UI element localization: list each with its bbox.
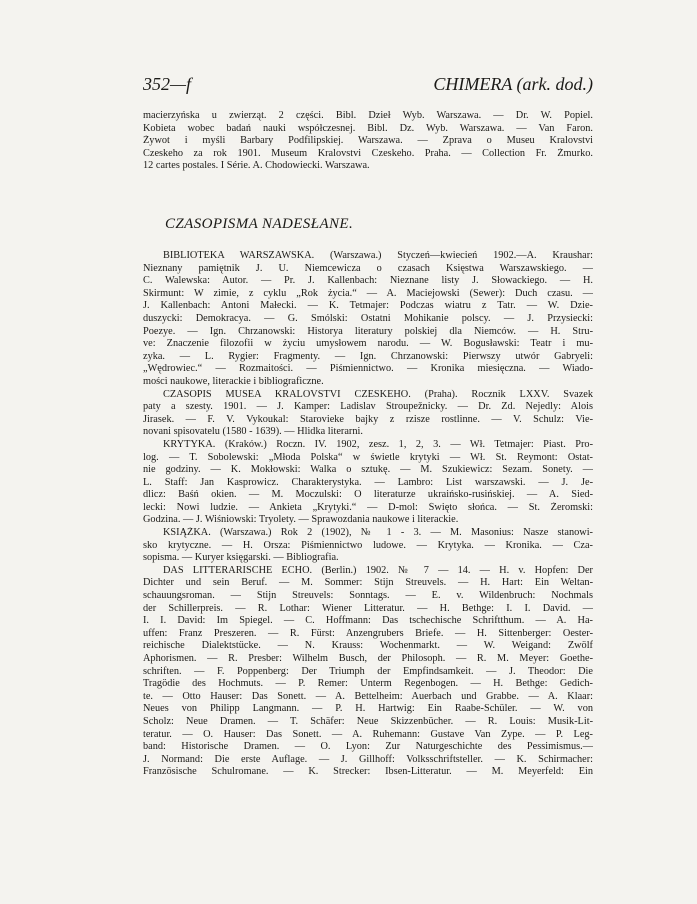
entry-biblioteka-warszawska: BIBLIOTEKA WARSZAWSKA. (Warszawa.) Styczeń—kwiecień 1902.—A. Kraushar: xyxy=(163,250,593,261)
text-line: paty a szesty. 1901. — J. Kamper: Ladislav Stroupežnicky. — Dr. Zd. Nejedly: Alois xyxy=(143,401,593,413)
text-line: Kobieta wobec badań nauki współczesnej. Bibl. Dz. Wyb. Warszawa. — Van Faron. xyxy=(143,122,593,134)
text-line: reichische Dialektstücke. — N. Krauss: Wochenmarkt. — W. Weigand: Zwölf xyxy=(143,640,593,652)
text-line: zyka. — L. Rygier: Fragmenty. — Ign. Chrzanowski: Pierwszy utwór Gabryeli: xyxy=(143,350,593,362)
text-line: Scholz: Neue Dramen. — T. Schäfer: Neue Skizzenbücher. — R. Louis: Musik-Lit- xyxy=(143,715,593,727)
entry-ksiazka: KSIĄŻKA. (Warszawa.) Rok 2 (1902), № 1 - 3. — M. Masonius: Nasze stanowi- xyxy=(163,527,593,539)
text-line: uffen: Franz Preszeren. — R. Fürst: Anzengrubers Briefe. — H. Sittenberger: Oester- xyxy=(143,627,593,639)
text-line: der Schillerpreis. — R. Lothar: Wiener Litteratur. — H. Bethge: I. I. David. — xyxy=(143,602,593,614)
text-line: I. I. David: Im Spiegel. — C. Hoffmann: Das tschechische Schriftthum. — A. Ha- xyxy=(143,615,593,627)
text-line: „Wędrowiec.“ — Rozmaitości. — Piśmiennictwo. — Kronika miesięczna. — Wiado- xyxy=(143,363,593,375)
text-line: Neues von Philipp Langmann. — P. H. Hartwig: Ein Raabe-Schüler. — W. von xyxy=(143,703,593,715)
text-line: macierzyńska u zwierząt. 2 części. Bibl. Dzieł Wyb. Warszawa. — Dr. W. Popiel. xyxy=(143,110,593,121)
text-line: Godzina. — J. Wiśniowski: Tryolety. — Sprawozdania naukowe i literackie. xyxy=(143,514,459,526)
text-line: sko krytyczne. — H. Orsza: Piśmiennictwo ludowe. — Krytyka. — Kronika. — Cza- xyxy=(143,539,593,551)
text-line: Tragödie des Hochmuts. — P. Remer: Unterm Regenbogen. — H. Bethge: Gedich- xyxy=(143,678,593,690)
text-line: log. — T. Sobolewski: „Młoda Polska“ w świetle krytyki — Wł. St. Reymont: Ostat- xyxy=(143,451,593,463)
text-line: sopisma. — Kuryer księgarski. — Bibliografia. xyxy=(143,552,339,564)
text-line: mości naukowe, literackie i bibliograficzne. xyxy=(143,375,324,387)
text-line: band: Historische Dramen. — O. Lyon: Zur Naturgeschichte des Pessimismus.— xyxy=(143,741,593,753)
entry-litterarische-echo: DAS LITTERARISCHE ECHO. (Berlin.) 1902. № 7 — 14. — H. v. Hopfen: Der xyxy=(163,564,593,576)
text-line: Żywot i myśli Barbary Podfilipskiej. Warszawa. — Zprava o Museu Kralovstvi xyxy=(143,135,593,147)
text-line: Aphorismen. — R. Presber: Wilhelm Busch, der Philosoph. — R. M. Meyer: Goethe- xyxy=(143,653,593,664)
page-header xyxy=(143,74,593,98)
text-line: nie godziny. — K. Mokłowski: Walka o sztukę. — M. Szukiewicz: Sezam. Sonety. — xyxy=(143,464,593,476)
text-line: J. Normand: Die erste Auflage. — J. Gillhoff: Volksschriftsteller. — K. Schirmacher: xyxy=(143,753,593,765)
entry-krytyka: KRYTYKA. (Kraków.) Roczn. IV. 1902, zesz. 1, 2, 3. — Wł. Tetmajer: Piast. Pro- xyxy=(163,438,593,450)
text-line: 12 cartes postales. I Série. A. Chodowiecki. Warszawa. xyxy=(143,160,370,172)
text-line: Czeskeho za rok 1901. Museum Kralovstvi Czeskeho. Praha. — Collection Fr. Żmurko. xyxy=(143,147,593,159)
page-number: 352—f xyxy=(143,74,192,94)
text-line: Französische Schulromane. — K. Strecker: Ibsen-Litteratur. — M. Meyerfeld: Ein xyxy=(143,766,593,778)
text-line: ve: Znaczenie filozofii w życiu umysłowem narodu. — W. Bogusławski: Teatr i mu- xyxy=(143,338,593,350)
text-line: teratur. — O. Hauser: Das Sonett. — A. Ruhemann: Gustave Van Zype. — P. Leg- xyxy=(143,728,593,740)
text-line: L. Staff: Jan Kasprowicz. Charakterystyka. — Lambro: List warszawski. — J. Je- xyxy=(143,476,593,488)
text-line: duszycki: Demokracya. — G. Smólski: Ostatni Mohikanie polscy. — J. Przysiecki: xyxy=(143,312,593,324)
text-line: Dichter und sein Beruf. — M. Sommer: Stijn Streuvels. — H. Hart: Ein Weltan- xyxy=(143,577,593,589)
section-heading: CZASOPISMA NADESŁANE. xyxy=(165,216,354,232)
text-line: lecki: Nowi ludzie. — Ankieta „Krytyki.“ — D-mol: Święto słońca. — St. Żeromski: xyxy=(143,501,593,513)
text-line: te. — Otto Hauser: Das Sonett. — A. Bettelheim: Auerbach und Grabbe. — A. Klaar: xyxy=(143,690,593,702)
text-line: Poezye. — Ign. Chrzanowski: Historya literatury polskiej dla Niemców. — H. Stru- xyxy=(143,325,593,337)
periodicals-list xyxy=(143,250,593,779)
text-line: dlicz: Baśń okien. — M. Moczulski: O literaturze ukraińsko-rusińskiej. — A. Sied- xyxy=(143,489,593,501)
text-line: novani spisovatelu (1580 - 1639). — Hlidka literarni. xyxy=(143,426,363,438)
text-line: schriften. — F. Poppenberg: Der Triumph der Empfindsamkeit. — J. Theodor: Die xyxy=(143,665,593,677)
text-line: C. Walewska: Autor. — Pr. J. Kallenbach: Nieznane listy J. Słowackiego. — H. xyxy=(143,275,593,287)
running-title: CHIMERA (ark. dod.) xyxy=(433,74,593,94)
text-line: J. Kallenbach: Antoni Małecki. — K. Tetmajer: Podczas wiatru z Tatr. — W. Dzie- xyxy=(143,300,593,312)
text-line: Jirasek. — F. V. Vykoukal: Staroviekе bajky z rzisze rostlinne. — V. Schulz: Vie- xyxy=(143,413,593,425)
text-line: Skirmunt: W zimie, z cyklu „Rok życia.“ — A. Maciejowski (Sewer): Duch czasu. — xyxy=(143,287,593,299)
intro-paragraph xyxy=(143,110,593,173)
text-line: Nieznany pamiętnik J. U. Niemcewicza o czasach Księstwa Warszawskiego. — xyxy=(143,262,593,274)
entry-czasopis-musea: CZASOPIS MUSEA KRALOVSTVI CZESKEHO. (Praha). Rocznik LXXV. Svazek xyxy=(163,388,593,400)
text-line: schauungsroman. — Stijn Streuvels: Sonntags. — E. v. Wildenbruch: Nochmals xyxy=(143,590,593,602)
